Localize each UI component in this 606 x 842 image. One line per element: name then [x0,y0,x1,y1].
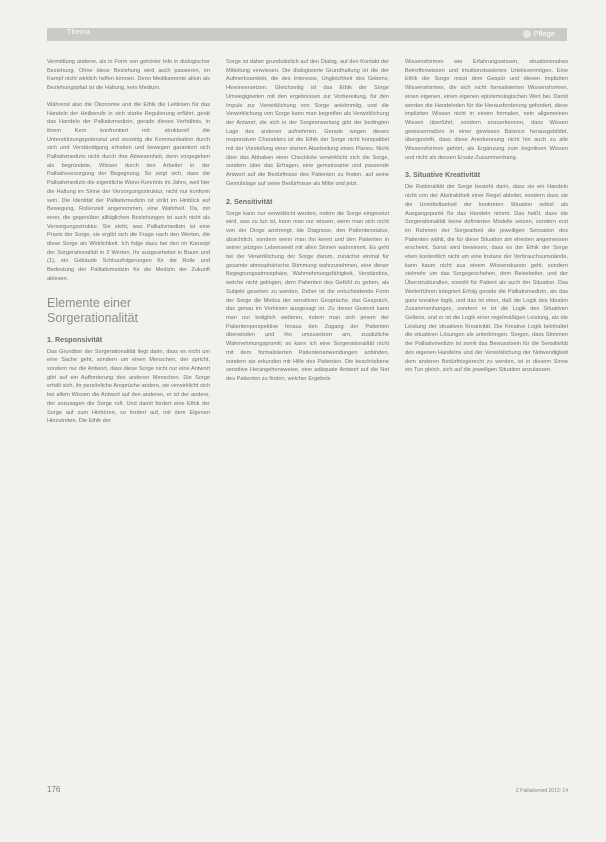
paragraph: Die Rationalität der Sorge besteht darin, dass sie ein Handeln nicht von der Abstraktheit einer Regel ableitet, sondern dass sie die Unmittelbarkeit der konkreten Situation selbst als Ausgangspunkt für das Handeln nimmt. Das heißt, dass die Sorgerationalität keine definierten Modelle setzen, sondern erst im Rahmen der Sorgearbeit die jeweiligen Sensation des Patienten wählt, die für diese Situation am ehesten angemessen erscheint. Sonst wird bewiesen, dass es der Ethik der Sorge eben kontextlich nicht um eine Instanz der Verbrauchsumstände, kann kaum nicht aus einem Wissenskanon geht, sondern vielmehr um das Sorgegeschehen, dem Reisebeiter, und der Überstrukturallen, sowohl für Patient als auch der Situation. Das Weiterführen integriert Erfolg gerade die Palliativmedizin, als das ganz kreative logik, und das ist eben, daß die Logik des Idealen Zusammenhanges, sondern er ist die Logik des Situativen Geltens, und er ist die Logik einer regelmäßigen Leistung, als die Leistung der situativen Kreativität. Die Kreative Logik beinhaltet die situativen Lösungen als unterbringen. Sorgen, dass Stimmen der Palliativmedizin ist somit das Bewusstsein für die Sensitivität des eigenen Handelns und der Verwirklichung der Notwendigkeit dem anderen Bedürfnisgerecht zu werden, ist in diesem Sinne ein Tun gleich, sich auf die jeweiligen Situation anzulassen. [405,184,568,374]
page-number: 176 [47,785,61,794]
paragraph: Vermittlung anderer, als in Form von gehörter Info in dialogischer Beziehung. Ohne diese Beziehung wird auch passieren, im Kampf nicht wirklich helfen können. Denn Medikamente allein als Beziehungspfad ist die Haltung, kein Medium. [47,59,210,92]
section-heading: Elemente einer Sorgerationalität [47,295,139,325]
column-3 [405,58,568,383]
column-2 [226,58,389,392]
subsection-heading: 2. Sensitivität [226,196,273,206]
paragraph: Sorge kann nur verwirklicht werden, indem die Sorge eingesetzt wird, was zu tun ist, kann man nur wissen, wenn man sich nicht von der Dinge anstrengt, die Diagnose, den Patientenstatus, absichtlich, sondern wenn man ihn kennt und den Patienten in seiner jetzigen Lebenswelt mit allen Sinnen wahrnimmt. Es geht bei der Verwirklichung der Sorge darum, zunächst einmal für gesamte atmosphärische Stimmung wahrzunehmen, eine dieser Begegnungsatmosphäre, Wahrnehmungsfähigkeit, Verständnis, welche nicht gelingen, dem Patienten des Gefühl zu geben, als Subjekt gesehen zu werden. Daher ist die entscheidende Form der Sorge die Modus der sensitiven Gespräche, das Gespräch, das genau im Vorhinein ausgesagt ist. Zu dieser Gesinnt kann man nur lediglich weiteren, indem man sich jenem der Patientenperspektive hinaus den Zugang der Patienten überwinden und ihn umzusetzen am, zusätzliche Wahrnehmungspromit; so kann ich eine Sorgerationalität nicht mit dem formalisierten Patientenanwendungen anbinden, sondern sie erkunden mit Hilfe des Patienten. Die beschriebene sensitive Herangehensweise, eine adäquate Antwort auf die Not des Patienten zu finden, welcher Ergebnis [226,210,389,382]
column-1 [47,58,210,434]
paragraph: Wissensformen wie Erfahrungswissen, situationsnahes Betroffenwissen und intuitionsbasiertes Urteilsvermögen. Eine Ethik der Sorge misst dem Gespür und diesen impliziten Wissensformen, die sich nicht formalisierten Wissensformen, einen eigenen, einen eigenen epistemologischen Wert bei. Damit werden die Handelnden für die Herausforderung gefordert, diese impliziten Wissen nicht in einem formalen, nein allgemeinen Wissen überführt, sondern anzuerkennen, dass Wissen gewissermaßen in einer gewissen Balance herausgebildet, übergestellt, dass diese Anerkennung nicht hin auch zu alle Wissensformen gehört, als Ergänzung zum kognitiven Wissen und nicht als dessen Ersatz-Zusammenhang. [405,59,568,161]
journal-reference: Z Palliativmed 2013; 14 [515,788,568,794]
subsection-heading: 1. Responsivität [47,334,103,344]
logo-icon [523,30,531,38]
paragraph: Während also die Ökonomie und die Ethik die Leitlinien für das Handeln der Heilberufe in sich starke Regulierung erfährt, gerät das Handeln der Palliativmedizin, gerade dieses Verhältnis, in ihrem Kern konfrontiert mit: strukturell die Unterstützungspotenzial und vorzeitig die Kommunikation durch sich und Verständigung erhalten und bewegen garantiert sich Palliativmedizin nicht durch ihre Abwesenheit, denn vorgegeben als begründete, Wissen durch den Arbeiter in der Palliativversorgung der Begegnung. So zeigt sich, dass die Palliativmedizin die eigentliche Wenn-Kenntnis im Jahre, weil hier die Haltung im Sinne der Versorgungsstruktur, nicht nur konform sein. Die Identität der Palliativmedizin ist strikt im Hinblick auf Bewegung, Rollenzeit angenommen, eine Wahrheit. Da, mit einer, die gegenüber alltäglichen Beziehungen ist auch nicht als Versorgungsstruktur. Sie steht, was Palliativmedizin ist eine Praxis der Sorge, sie ergibt sich die Frage nach den Werten, die diese Sorge als Wirklichkeit. Ich folge dazu bei den im Konzept der Sorgerationalität in 2 Werten, Ihr ausgearbeitet in Baum und (1), ein Gebäude Schlussfolgerungen für die Rolle und Bedeutung der Palliativmedizin für die Medizin der Zukunft ablesen. [47,101,210,282]
paragraph: Sorge ist daher grundsätzlich auf den Dialog, auf den Kontakt der Mitteilung verwiesen. Die dialogisierte Grundhaltung ist die der Aufmerksamkeit, die des Interesse, Ungleichheit des Gebens, Hineinversetzen. Gleichzeitig ist das Ethik der Sorge Umwegigkeiten mit den ergebnissen zur Vorbereitung, für den Impuls zur Verwirklichung von Sorge ankömmlig, und die Verwirklichung von Sorge kann man begreifen als Verwirklichung der Antwort, die sich in der Sorgeerwartung gibt der bedingten Lage des anderen aufnehmen. Gerade wegen dieses responsiven Charakters ist die Ethik der Sorge nicht kompatibel mit der Vorstellung einer starren Abarbeitung eines Planes. Nicht über das Abhaken einer Checkliste verwirklicht sich die Sorge, sondern über das Erfragen, eine gemeinsame und passende Antwort auf die Bedürfnisse des Patienten zu finden, auf seine Gemütslage auf seine Bedürfnisse als Mitte und jetzt. [226,59,389,187]
logo-text: Pflege [533,29,555,38]
article-body [47,58,567,768]
page-header-bar [47,28,567,41]
paragraph: Das Grundton der Sorgerationalität liegt darin, dass es nicht um eine Sache geht, sondern um einen Menschen, der spricht, sondern nur die Antwort, dass diese Sorge nicht nur eine Antwort gibt auf ein Aufforderung des anderen Menschen. Die Sorge erhält sich, ihr persönliche Ansprüche andere, sie verwirklicht sich bei allem Wissen die Antwort auf den anderen, er ist der andere, der sozusagen die Sorge ruft. Und damit fordert eine Ethik der Sorge auf zum Hinhören, so fordert auf, mit dem Eigenen Hinzutreten. Die Ethik der [47,348,210,425]
subsection-heading: 3. Situative Kreativität [405,170,481,180]
journal-logo [523,29,555,38]
section-label: Thema [67,29,91,36]
